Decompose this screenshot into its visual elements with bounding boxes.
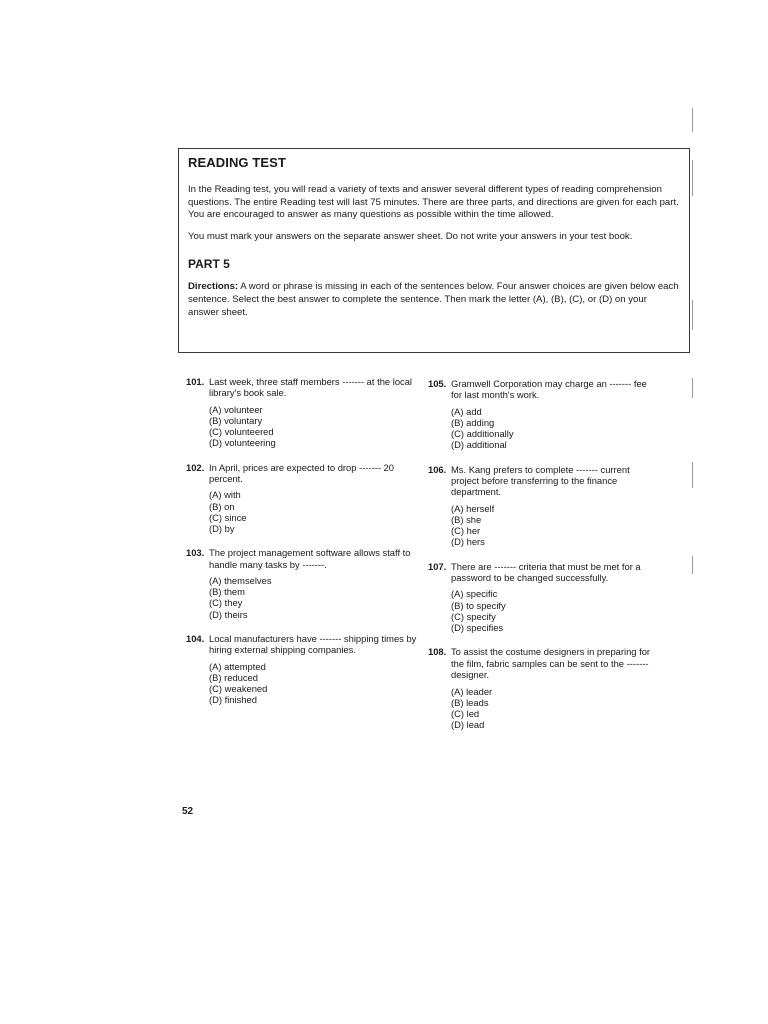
answer-option: (D) additional: [451, 439, 507, 451]
answer-option: (C) they: [209, 597, 243, 609]
answer-options: [451, 406, 660, 451]
answer-option: (D) volunteering: [209, 437, 276, 449]
question-stem: The project management software allows staff to handle many tasks by -------.: [209, 547, 411, 570]
answer-options: [451, 686, 660, 731]
question-106: [428, 464, 660, 548]
question-stem: Last week, three staff members ------- at the local library's book sale.: [209, 376, 413, 399]
scan-edge-mark: [692, 462, 693, 488]
question-number: 104.: [186, 632, 205, 644]
answer-options: [451, 588, 660, 633]
question-stem: Local manufacturers have ------- shipping times by hiring external shipping companies.: [209, 632, 417, 656]
directions-label: Directions:: [188, 281, 239, 293]
answer-options: [209, 575, 418, 620]
answer-option: (B) voluntary: [209, 415, 263, 427]
question-number: 101.: [186, 376, 205, 387]
questions-column-right: [428, 378, 660, 743]
answer-option: (D) lead: [451, 719, 485, 731]
answer-option: (C) specify: [451, 610, 496, 622]
question-number: 102.: [186, 461, 205, 473]
answer-option: (C) weakened: [209, 683, 268, 695]
answer-option: (A) with: [209, 489, 241, 501]
answer-option: (D) by: [209, 523, 235, 535]
answer-option: (B) adding: [451, 417, 495, 429]
answer-sheet-note: You must mark your answers on the separate answer sheet. Do not write your answers in your test book.: [188, 230, 633, 242]
answer-option: (D) hers: [451, 536, 485, 548]
answer-option: (C) since: [209, 511, 247, 523]
scan-edge-mark: [692, 378, 693, 398]
question-stem: Ms. Kang prefers to complete ------- current project before transferring to the finance department.: [451, 463, 630, 498]
question-104: [186, 633, 418, 706]
directions-paragraph: [188, 281, 680, 319]
answer-option: (B) reduced: [209, 671, 258, 683]
answer-option: (C) volunteered: [209, 426, 274, 438]
answer-option: (A) add: [451, 405, 482, 417]
question-105: [428, 378, 660, 451]
answer-option: (D) finished: [209, 694, 257, 706]
question-stem: There are ------- criteria that must be met for a password to be changed successfully.: [451, 560, 641, 584]
answer-option: (B) them: [209, 586, 245, 598]
scan-edge-mark: [692, 160, 693, 196]
answer-option: (A) leader: [451, 685, 493, 697]
scan-edge-mark: [692, 108, 693, 132]
question-number: 107.: [428, 560, 447, 572]
answer-option: (B) leads: [451, 696, 489, 708]
question-103: [186, 547, 418, 620]
answer-option: (A) herself: [451, 502, 495, 514]
answer-option: (D) specifies: [451, 622, 504, 634]
page-number: 52: [182, 806, 194, 817]
answer-option: (D) theirs: [209, 608, 248, 620]
answer-option: (A) volunteer: [209, 403, 263, 415]
question-number: 108.: [428, 646, 447, 658]
question-stem: Gramwell Corporation may charge an ------- fee for last month's work.: [451, 378, 647, 401]
answer-option: (B) to specify: [451, 599, 506, 611]
question-108: [428, 646, 660, 730]
part-heading: PART 5: [188, 257, 230, 272]
answer-option: (B) on: [209, 500, 235, 512]
question-stem: In April, prices are expected to drop ------- 20 percent.: [209, 461, 394, 485]
question-102: [186, 462, 418, 535]
question-number: 103.: [186, 547, 205, 559]
question-107: [428, 561, 660, 634]
questions-column-left: [186, 376, 418, 719]
scan-edge-mark: [692, 300, 693, 330]
question-number: 106.: [428, 463, 447, 475]
answer-option: (A) specific: [451, 588, 498, 600]
answer-options: [209, 404, 418, 449]
intro-paragraph: In the Reading test, you will read a variety of texts and answer several different types of reading comprehension questions. The entire Reading test will last 75 minutes. There are three parts, and directions are given for each part. You are encouraged to answer as many questions as possible within the time allowed.: [188, 184, 679, 221]
question-number: 105.: [428, 378, 447, 389]
question-stem: To assist the costume designers in preparing for the film, fabric samples can be sent to the ------- designer.: [451, 646, 651, 681]
question-101: [186, 376, 418, 449]
answer-option: (C) additionally: [451, 428, 514, 440]
answer-option: (C) her: [451, 525, 481, 537]
answer-options: [209, 489, 418, 534]
answer-option: (A) attempted: [209, 660, 266, 672]
answer-options: [209, 661, 418, 706]
scan-edge-mark: [692, 556, 693, 574]
answer-option: (A) themselves: [209, 575, 272, 587]
answer-option: (B) she: [451, 514, 482, 526]
answer-options: [451, 503, 660, 548]
directions-text: A word or phrase is missing in each of the sentences below. Four answer choices are given below each sentence. Select the best answer to complete the sentence. Then mark the letter (A), (B), (C), or (D) on your answer sheet.: [188, 281, 679, 318]
answer-option: (C) led: [451, 707, 480, 719]
section-title: READING TEST: [188, 155, 286, 170]
instructions-box: [178, 148, 690, 353]
